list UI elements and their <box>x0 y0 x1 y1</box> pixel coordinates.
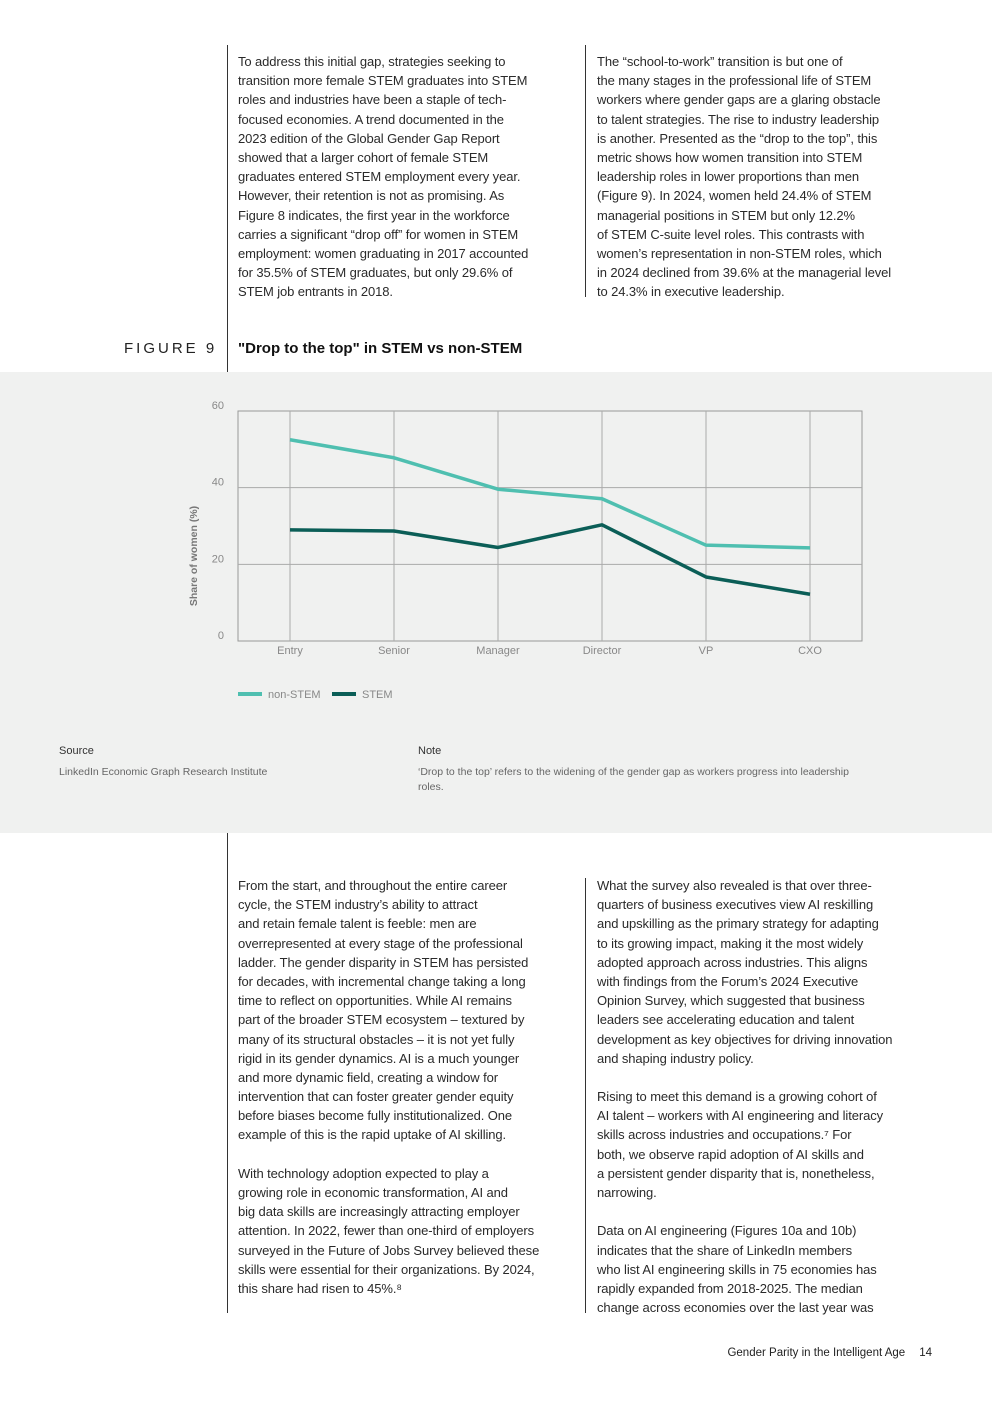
text-line: skills were essential for their organizations. By 2024, <box>238 1261 535 1277</box>
text-line: of STEM C-suite level roles. This contrasts with <box>597 226 865 242</box>
legend-label: STEM <box>362 689 393 701</box>
text-line: many of its structural obstacles – it is not yet fully <box>238 1031 515 1047</box>
text-line: leadership roles in lower proportions than men <box>597 169 860 185</box>
note-heading: Note <box>418 745 442 757</box>
y-axis-label: Share of women (%) <box>188 505 200 607</box>
text-line: surveyed in the Future of Jobs Survey believed these <box>238 1242 540 1258</box>
x-tick-label: Senior <box>378 645 410 657</box>
top-left-column <box>238 52 528 301</box>
y-tick-label: 20 <box>211 553 224 566</box>
legend-label: non-STEM <box>268 689 321 701</box>
text-line: and upskilling as the primary strategy for adapting <box>597 916 879 932</box>
text-line: graduates entered STEM employment every year. <box>238 169 521 185</box>
bottom-right-column <box>597 876 892 1317</box>
text-line: From the start, and throughout the entire career <box>238 878 508 893</box>
text-line: Rising to meet this demand is a growing cohort of <box>597 1089 877 1105</box>
text-line: carries a significant “drop off” for women in STEM <box>238 226 519 242</box>
text-line: adopted approach across industries. This aligns <box>597 954 868 970</box>
text-line: managerial positions in STEM but only 12.2% <box>597 207 856 223</box>
text-line: rigid in its gender dynamics. AI is a much younger <box>238 1050 520 1066</box>
source-heading: Source <box>59 745 94 757</box>
x-tick-label: VP <box>698 645 714 657</box>
text-line: with findings from the Forum’s 2024 Executive <box>597 973 859 989</box>
note-line: ‘Drop to the top’ refers to the widening of the gender gap as workers progress into leadership <box>418 766 849 778</box>
text-line: time to reflect on opportunities. While AI remains <box>238 993 512 1009</box>
text-line: overrepresented at every stage of the professional <box>238 935 523 951</box>
text-line: the many stages in the professional life of STEM <box>597 73 872 89</box>
bottom-left-column <box>238 876 539 1298</box>
column-divider <box>585 878 586 1313</box>
figure-title: "Drop to the top" in STEM vs non-STEM <box>238 340 523 357</box>
text-line <box>597 1068 892 1087</box>
text-line: to talent strategies. The rise to industry leadership <box>597 111 880 127</box>
text-line: 2023 edition of the Global Gender Gap Report <box>238 130 500 146</box>
text-line: workers where gender gaps are a glaring obstacle <box>597 92 881 108</box>
text-line: change across economies over the last year was <box>597 1300 874 1316</box>
text-line: (Figure 9). In 2024, women held 24.4% of STEM <box>597 188 872 204</box>
text-line: Data on AI engineering (Figures 10a and 10b) <box>597 1223 857 1239</box>
text-line: intervention that can foster greater gender equity <box>238 1089 514 1105</box>
text-line: growing role in economic transformation, AI and <box>238 1185 508 1200</box>
top-right-column <box>597 52 891 301</box>
text-line: both, we observe rapid adoption of AI skills and <box>597 1146 864 1162</box>
text-line: Figure 8 indicates, the first year in the workforce <box>238 207 510 223</box>
y-tick-label: 40 <box>211 476 224 489</box>
text-line: narrowing. <box>597 1185 657 1200</box>
text-line: rapidly expanded from 2018-2025. The median <box>597 1280 863 1296</box>
text-line: a persistent gender disparity that is, nonetheless, <box>597 1165 875 1181</box>
text-line: to 24.3% in executive leadership. <box>597 284 785 300</box>
text-line: With technology adoption expected to play a <box>238 1165 489 1181</box>
text-line: Opinion Survey, which suggested that business <box>597 993 865 1009</box>
text-line: and more dynamic field, creating a window for <box>238 1069 498 1085</box>
text-line: roles and industries have been a staple of tech- <box>238 92 507 108</box>
series-line-stem <box>290 525 810 594</box>
text-line: this share had risen to 45%.⁸ <box>238 1280 402 1296</box>
note-line: roles. <box>418 781 444 793</box>
text-line: leaders see accelerating education and talent <box>597 1012 855 1028</box>
text-line: AI talent – workers with AI engineering and literacy <box>597 1108 884 1124</box>
page-footer <box>713 1347 932 1359</box>
x-tick-label: Director <box>582 645 622 657</box>
note-text <box>418 765 849 795</box>
column-divider <box>227 45 228 372</box>
y-tick-label: 60 <box>211 400 224 412</box>
text-line: quarters of business executives view AI reskilling <box>597 897 874 913</box>
text-line: part of the broader STEM ecosystem – textured by <box>238 1012 525 1028</box>
text-line: development as key objectives for driving innovation <box>597 1031 893 1047</box>
text-line <box>238 1145 539 1164</box>
text-line: for decades, with incremental change taking a long <box>238 973 526 989</box>
text-line: is another. Presented as the “drop to the top”, this <box>597 130 878 146</box>
text-line: What the survey also revealed is that over three- <box>597 878 872 893</box>
text-line: attention. In 2022, fewer than one-third of employers <box>238 1223 535 1239</box>
text-line: for 35.5% of STEM graduates, but only 29.6% of <box>238 265 513 281</box>
x-tick-label: Manager <box>476 645 520 657</box>
text-line: example of this is the rapid uptake of AI skilling. <box>238 1127 507 1143</box>
y-tick-label: 0 <box>217 630 224 642</box>
text-line: cycle, the STEM industry’s ability to attract <box>238 897 478 913</box>
text-line: women’s representation in non-STEM roles, which <box>597 245 882 261</box>
text-line: who list AI engineering skills in 75 economies has <box>597 1261 877 1277</box>
text-line: before biases become fully institutionalized. One <box>238 1108 513 1124</box>
text-line: metric shows how women transition into STEM <box>597 149 863 165</box>
text-line: focused economies. A trend documented in the <box>238 111 504 127</box>
text-line: skills across industries and occupations.⁷ For <box>597 1127 852 1143</box>
text-line: indicates that the share of LinkedIn members <box>597 1242 853 1258</box>
page-number: 14 <box>919 1347 932 1359</box>
text-line: transition more female STEM graduates into STEM <box>238 73 528 89</box>
source-text: LinkedIn Economic Graph Research Institute <box>59 766 268 778</box>
text-line: employment: women graduating in 2017 accounted <box>238 245 529 261</box>
line-chart <box>0 372 992 712</box>
text-line: ladder. The gender disparity in STEM has persisted <box>238 954 529 970</box>
text-line: and shaping industry policy. <box>597 1050 754 1066</box>
text-line: The “school-to-work” transition is but one of <box>597 54 843 69</box>
text-line: To address this initial gap, strategies seeking to <box>238 54 506 69</box>
text-line: and retain female talent is feeble: men are <box>238 916 477 932</box>
text-line: in 2024 declined from 39.6% at the managerial level <box>597 265 892 281</box>
text-line: However, their retention is not as promising. As <box>238 188 505 204</box>
column-divider <box>585 45 586 297</box>
x-tick-label: Entry <box>277 645 303 657</box>
column-divider <box>227 833 228 1313</box>
x-tick-label: CXO <box>798 645 822 657</box>
text-line <box>597 1202 892 1221</box>
text-line: showed that a larger cohort of female STEM <box>238 149 489 165</box>
figure-label: FIGURE 9 <box>124 340 218 357</box>
footer-title: Gender Parity in the Intelligent Age <box>727 1347 906 1359</box>
text-line: to its growing impact, making it the most widely <box>597 935 864 951</box>
text-line: STEM job entrants in 2018. <box>238 284 393 300</box>
text-line: big data skills are increasingly attracting employer <box>238 1204 520 1220</box>
